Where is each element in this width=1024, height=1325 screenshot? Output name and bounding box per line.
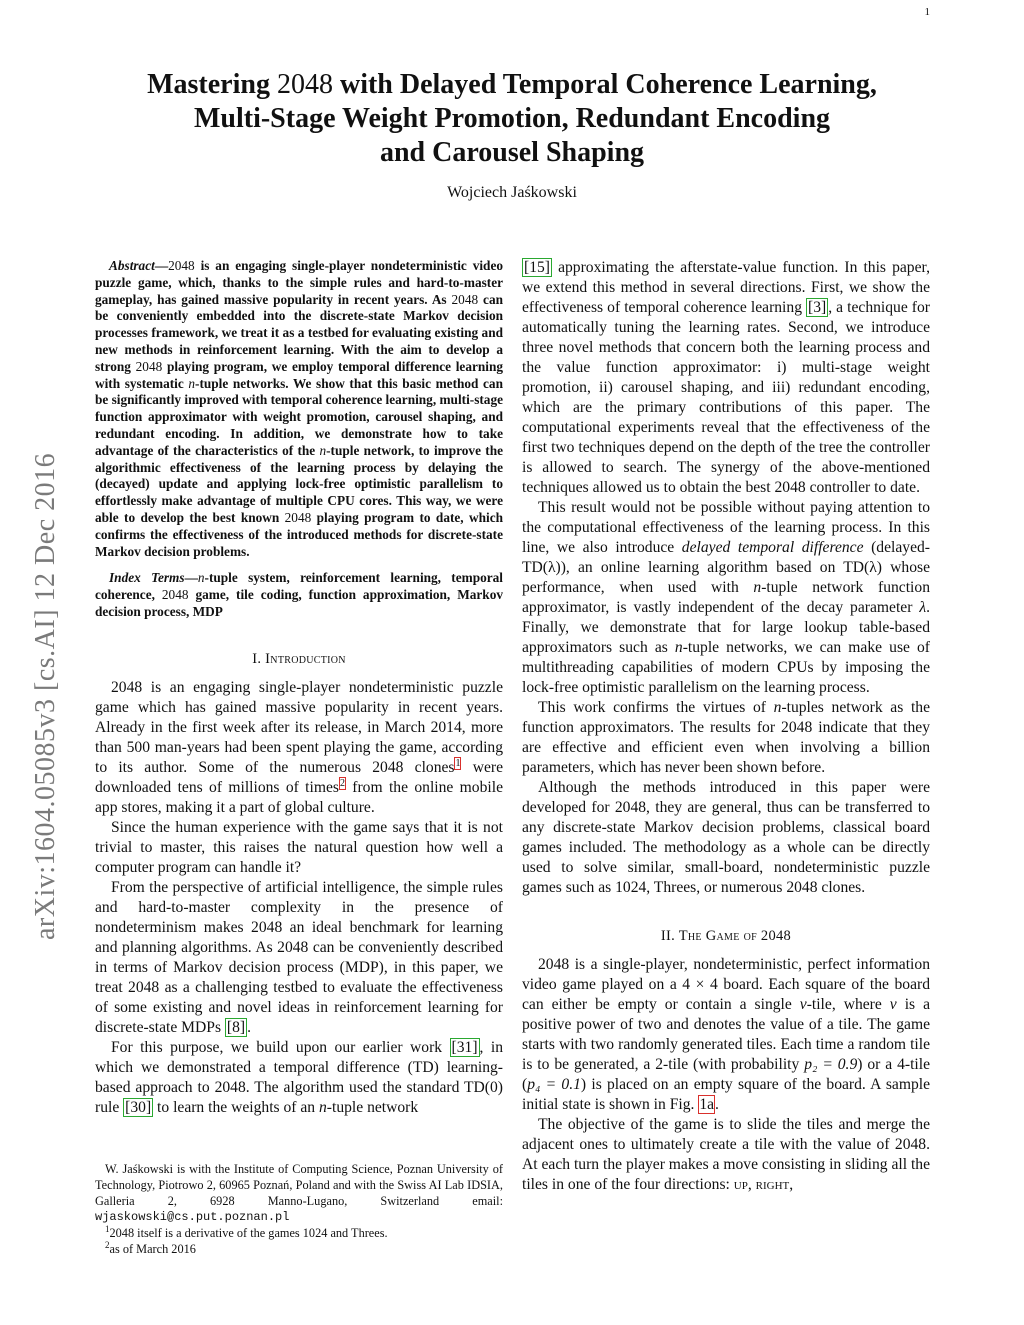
title-line3: and Carousel Shaping — [379, 137, 645, 168]
paragraph: Since the human experience with the game says that it is not trivial to master, this raises the natural question how well a computer program can handle it? — [95, 818, 503, 876]
page-number: 1 — [924, 6, 930, 18]
paragraph: This work confirms the virtues of n-tuples network as the function approximators. The results for 2048 indicate that they are effective and efficient even when involving a billion parameters, which has never been shown before. — [522, 699, 930, 776]
paragraph: 2048 is an engaging single-player nondeterministic puzzle game which has gained massive popularity in recent years. Already in the first week after its release, in March 2014, more than 500 man-years had been spent playing the game, according to its author. Some of the numerous 2048 clones$^1$ were downloaded tens of millions of times$^2$ from the online mobile app stores, making it a part of global culture. — [95, 678, 503, 816]
paragraph: Although the methods introduced in this paper were developed for 2048, they are general, thus can be transferred to any discrete-state Markov decision problems, classical board games included. The methodology as a whole can be directly used to solve similar, small-board, nondeterministic puzzle games such as 1024, Threes, or numerous 2048 clones. — [522, 779, 930, 896]
title-line2: Multi-Stage Weight Promotion, Redundant Encoding — [193, 103, 831, 134]
footnote-link-1[interactable]: 1 — [455, 757, 461, 769]
paragraph: 2048 is a single-player, nondeterministic, perfect information video game played on a 4 × 4 board. Each square of the board can either be empty or contain a single v-tile, where v is a positive power of two and denotes the value of a tile. The game starts with two randomly generated tiles. Each time a random tile is to be generated, a 2-tile (with probability p₂ = 0.9) or a 4-tile (p₄ = 0.1) is placed on an empty square of the board. A sample initial state is shown in Fig. 1a. — [522, 956, 931, 1113]
paragraph: The objective of the game is to slide the tiles and merge the adjacent ones to ultimately create a tile with the value of 2048. At each turn the player makes a move consisting in sliding all the tiles in one of the four directions: up, right, — [522, 1116, 930, 1193]
left-column — [95, 258, 503, 1118]
section-heading-game: II. The Game of 2048 — [660, 928, 792, 944]
citation-link[interactable]: [15] — [524, 259, 550, 276]
arxiv-identifier: arXiv:1604.05085v3 [cs.AI] 12 Dec 2016 — [30, 452, 61, 940]
title-part3: with Delayed Temporal Coherence Learning, — [339, 69, 877, 100]
paragraph: From the perspective of artificial intelligence, the simple rules and hard-to-master complexity in the presence of nondeterminism makes 2048 an ideal benchmark for learning and planning algorithms. As 2048 can be conveniently described in terms of Markov decision process (MDP), in this paper, we treat 2048 as a challenging testbed to evaluate the effectiveness of some existing and novel ideas in reinforcement learning for discrete-state MDPs [8] . — [95, 878, 503, 1036]
citation-link[interactable]: [31] — [451, 1038, 478, 1056]
title-number: 2048 — [276, 69, 333, 100]
figure-link[interactable]: 1a — [699, 1096, 715, 1113]
section-heading-introduction: I. Introduction — [252, 650, 346, 667]
citation-link[interactable]: [30] — [125, 1098, 152, 1116]
paper-title — [100, 68, 924, 170]
footnote-2: $^2$as of March 2016 — [105, 1239, 196, 1256]
footnote-1: $^1$2048 itself is a derivative of the games 1024 and Threes. — [105, 1224, 388, 1241]
right-column — [522, 258, 930, 1195]
abstract-label: Abstract — [109, 258, 155, 273]
affiliation-note: W. Jaśkowski is with the Institute of Computing Science, Poznan University of Technology, Piotrowo 2, 60965 Poznań, Poland and with the Swiss AI Lab IDSIA, Galleria 2, 6928 Manno-Lugano, Switzerland email: wjaskowski@cs.put.poznan.pl — [95, 1162, 503, 1225]
title-part1: Mastering — [147, 69, 270, 100]
index-terms: Index Terms—n-tuple system, reinforcement learning, temporal coherence, 2048 game, tile coding, function approximation, Markov decision process, MDP — [95, 570, 504, 619]
author-name: Wojciech Jaśkowski — [447, 184, 577, 201]
author-email[interactable]: wjaskowski@cs.put.poznan.pl — [95, 1210, 290, 1225]
paragraph: For this purpose, we build upon our earlier work [31] , in which we demonstrated a temporal difference (TD) learning-based approach to 2048. The algorithm used the standard TD(0) rule [30] to learn the weights of an n-tuple network — [95, 1038, 503, 1116]
footnotes — [95, 1162, 503, 1258]
paragraph: This result would not be possible without paying attention to the computational effectiveness of the learning process. In this line, we also introduce delayed temporal difference (delayed-TD(λ)), an online learning algorithm based on TD(λ) whose performance, when used with n-tuple network function approximator, is vastly independent of the decay parameter λ. Finally, we demonstrate that for large lookup table-based approximators such as n-tuple networks, we can make use of multithreading capabilities of modern CPUs by imposing the lock-free optimistic parallelism on the learning process. — [522, 499, 931, 696]
abstract: Abstract—2048 is an engaging single-player nondeterministic video puzzle game, which, thanks to the simple rules and hard-to-master gameplay, has gained massive popularity in recent years. As 2048 can be conveniently embedded into the discrete-state Markov decision processes framework, we treat it as a testbed for evaluating existing and new methods in reinforcement learning. With the aim to develop a strong 2048 playing program, we employ temporal difference learning with systematic n-tuple networks. We show that this basic method can be significantly improved with temporal coherence learning, multi-stage function approximator with weight promotion, carousel shaping, and redundant encoding. In addition, we demonstrate how to take advantage of the characteristics of the n-tuple network, to improve the algorithmic effectiveness of the learning process by delaying the (decayed) update and applying lock-free optimistic parallelism to effortlessly make advantage of multiple CPU cores. This way, we were able to develop the best known 2048 playing program to date, which confirms the effectiveness of the introduced methods for discrete-state Markov decision problems. — [95, 258, 503, 559]
paragraph: [15] approximating the afterstate-value function. In this paper, we extend this method in several directions. First, we show the effectiveness of temporal coherence learning [3] , a technique for automatically tuning the learning rates. Second, we introduce three novel methods that concern both the learning process and the value function approximator: i) multi-stage weight promotion, ii) carousel shaping, and iii) redundant encoding, which are the primary contributions of this paper. The computational experiments reveal that the effectiveness of the first two techniques depend on the depth of the tree the controller is allowed to search. The synergy of the above-mentioned techniques allowed us to obtain the best 2048 controller to date. — [522, 259, 930, 496]
citation-link[interactable]: [8] — [226, 1018, 246, 1036]
index-terms-label: Index Terms — [109, 570, 185, 586]
citation-link[interactable]: [3] — [808, 299, 827, 316]
introduction-body — [95, 678, 503, 1118]
footnote-link-2[interactable]: 2 — [339, 777, 345, 789]
